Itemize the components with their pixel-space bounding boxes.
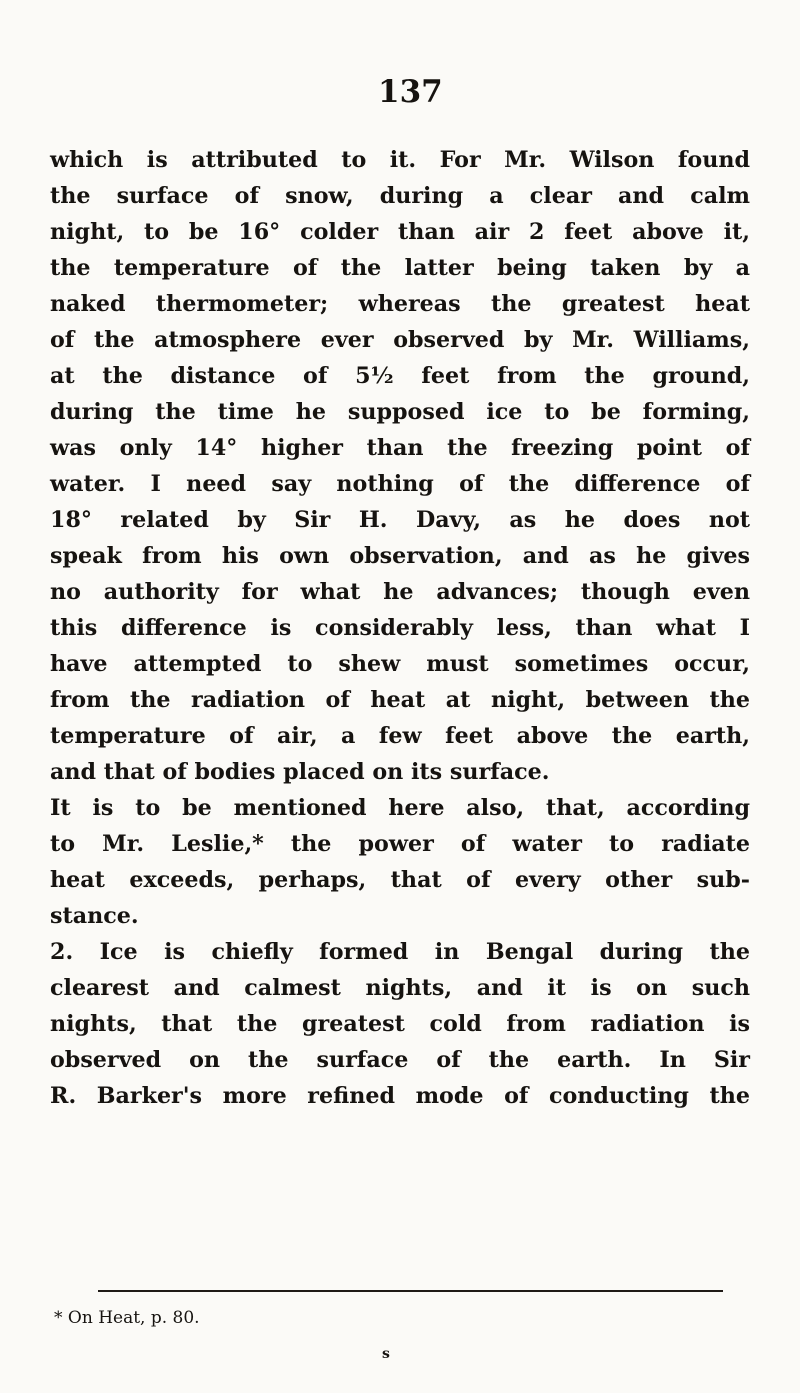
text-line-17: temperature of air, a few feet above the earth, [50,723,750,749]
text-line-4: the temperature of the latter being taken by a [50,255,750,281]
text-line-10: water. I need say nothing of the difference of [50,471,750,497]
text-line-6: of the atmosphere ever observed by Mr. Williams, [50,327,750,353]
text-line-14: this difference is considerably less, than what I [50,615,750,641]
text-line-27: R. Barker's more refined mode of conducting the [50,1083,750,1109]
text-line-16: from the radiation of heat at night, between the [50,687,750,713]
text-line-8: during the time he supposed ice to be forming, [50,399,750,425]
text-line-7: at the distance of 5½ feet from the ground, [50,363,750,389]
text-line-24: clearest and calmest nights, and it is on such [50,975,750,1001]
text-line-9: was only 14° higher than the freezing point of [50,435,750,461]
footnote-divider [98,1290,723,1292]
text-line-15: have attempted to shew must sometimes occur, [50,651,750,677]
text-line-13: no authority for what he advances; though even [50,579,750,605]
text-line-5: naked thermometer; whereas the greatest heat [50,291,750,317]
text-line-25: nights, that the greatest cold from radiation is [50,1011,750,1037]
text-line-1: which is attributed to it. For Mr. Wilson found [50,147,750,173]
text-line-20: to Mr. Leslie,* the power of water to radiate [50,831,750,857]
signature-mark: s [382,1346,390,1362]
text-line-22: stance. [50,903,139,929]
text-line-18: and that of bodies placed on its surface. [50,759,550,785]
text-line-26: observed on the surface of the earth. In Sir [50,1047,750,1073]
text-line-19: It is to be mentioned here also, that, according [50,795,750,821]
text-line-3: night, to be 16° colder than air 2 feet above it, [50,219,750,245]
text-line-11: 18° related by Sir H. Davy, as he does not [50,507,750,533]
text-line-21: heat exceeds, perhaps, that of every other sub- [50,867,750,893]
page-number: 137 [378,74,443,110]
text-line-23: 2. Ice is chiefly formed in Bengal during the [50,939,750,965]
footnote: * On Heat, p. 80. [54,1308,200,1328]
text-line-2: the surface of snow, during a clear and calm [50,183,750,209]
text-line-12: speak from his own observation, and as he gives [50,543,750,569]
